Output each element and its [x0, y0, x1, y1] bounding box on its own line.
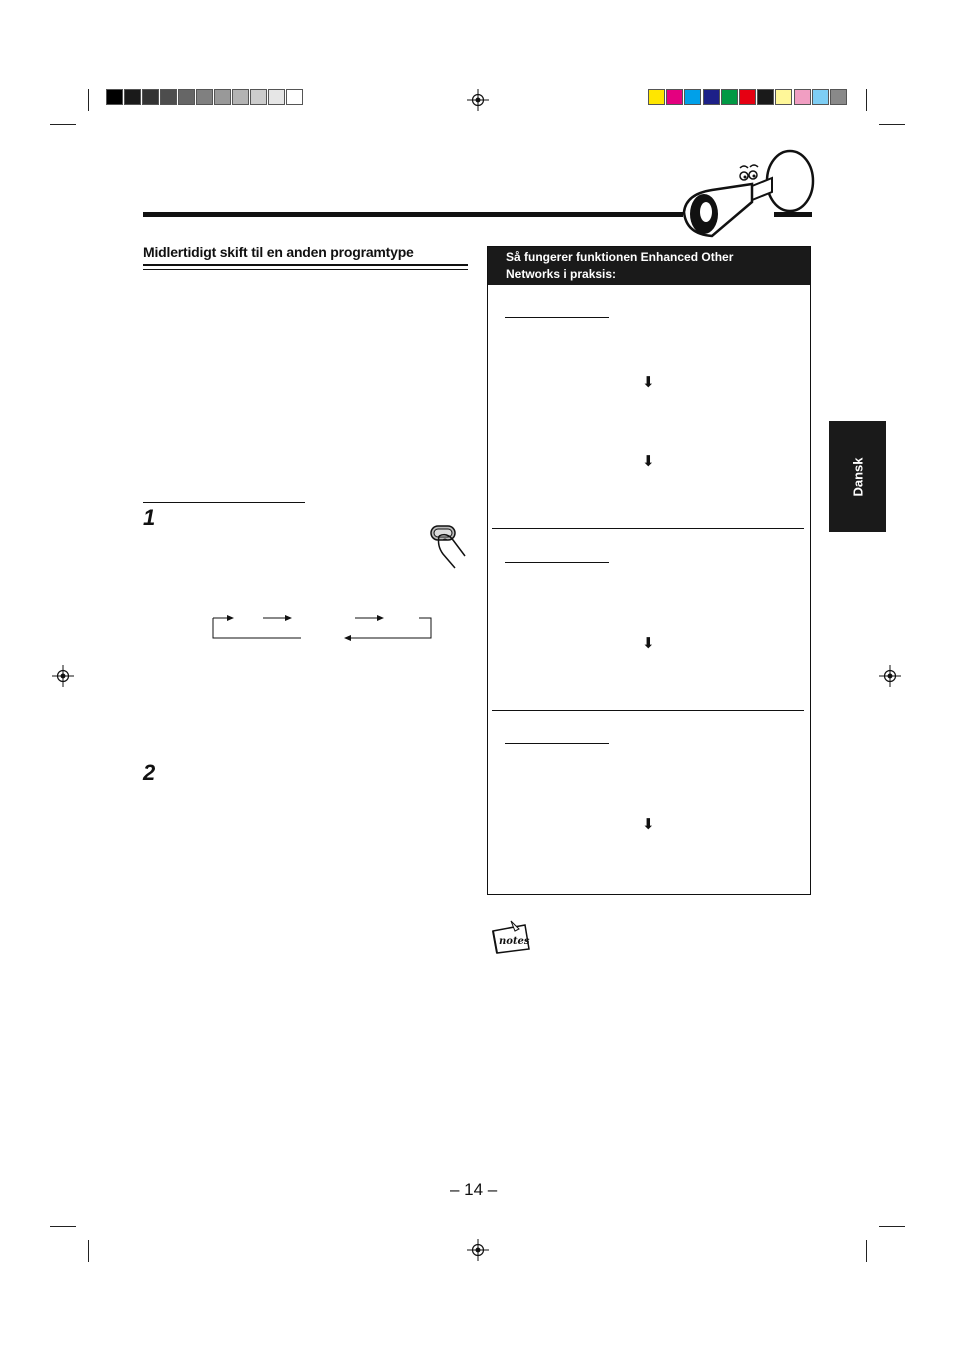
crop-mark	[866, 1240, 867, 1262]
step-number: 1	[143, 505, 156, 530]
gray-swatch	[268, 89, 285, 105]
crop-mark	[50, 1226, 76, 1227]
step-number: 2	[143, 760, 156, 785]
info-box	[487, 246, 811, 895]
registration-mark-icon	[467, 89, 489, 111]
crop-mark	[879, 124, 905, 125]
page-number: – 14 –	[450, 1180, 498, 1199]
gray-swatch	[124, 89, 141, 105]
gray-swatch	[196, 89, 213, 105]
info-box-title-line: Så fungerer funktionen Enhanced Other	[506, 250, 734, 264]
color-swatch	[775, 89, 792, 105]
color-swatch	[703, 89, 720, 105]
finger-press-button-icon	[425, 522, 471, 572]
notes-icon-label: notes	[499, 936, 530, 947]
color-swatch	[757, 89, 774, 105]
crop-mark	[879, 1226, 905, 1227]
heading-underline	[143, 269, 468, 270]
gray-swatch	[160, 89, 177, 105]
color-swatch	[739, 89, 756, 105]
cycle-diagram	[205, 610, 437, 644]
color-swatch	[666, 89, 683, 105]
gray-swatch	[178, 89, 195, 105]
color-swatch	[684, 89, 701, 105]
heading-underline	[143, 264, 468, 266]
down-arrow-icon: ⬇	[642, 815, 655, 833]
gray-swatch	[250, 89, 267, 105]
language-tab	[829, 421, 886, 532]
step-rule	[143, 502, 305, 503]
color-swatch	[648, 89, 665, 105]
color-swatch	[812, 89, 829, 105]
section-divider	[492, 710, 804, 711]
crop-mark	[88, 1240, 89, 1262]
info-box-title-line: Networks i praksis:	[506, 267, 617, 281]
gray-swatch	[286, 89, 303, 105]
section-heading: Midlertidigt skift til en anden programtype	[143, 244, 414, 260]
example-rule	[505, 743, 609, 744]
gray-swatch	[232, 89, 249, 105]
crop-mark	[88, 89, 89, 111]
gray-swatch	[214, 89, 231, 105]
color-swatch	[794, 89, 811, 105]
horn-mascot-icon	[682, 148, 816, 240]
down-arrow-icon: ⬇	[642, 373, 655, 391]
example-rule	[505, 317, 609, 318]
down-arrow-icon: ⬇	[642, 452, 655, 470]
notes-icon	[489, 919, 533, 955]
crop-mark	[866, 89, 867, 111]
down-arrow-icon: ⬇	[642, 634, 655, 652]
example-rule	[505, 562, 609, 563]
color-swatch	[830, 89, 847, 105]
language-tab-label: Dansk	[850, 456, 865, 497]
section-divider	[492, 528, 804, 529]
registration-mark-icon	[467, 1239, 489, 1261]
color-swatch	[721, 89, 738, 105]
header-rule	[143, 212, 683, 217]
gray-swatch	[106, 89, 123, 105]
crop-mark	[50, 124, 76, 125]
gray-swatch	[142, 89, 159, 105]
registration-mark-icon	[52, 665, 74, 687]
info-box-header	[488, 247, 810, 285]
registration-mark-icon	[879, 665, 901, 687]
